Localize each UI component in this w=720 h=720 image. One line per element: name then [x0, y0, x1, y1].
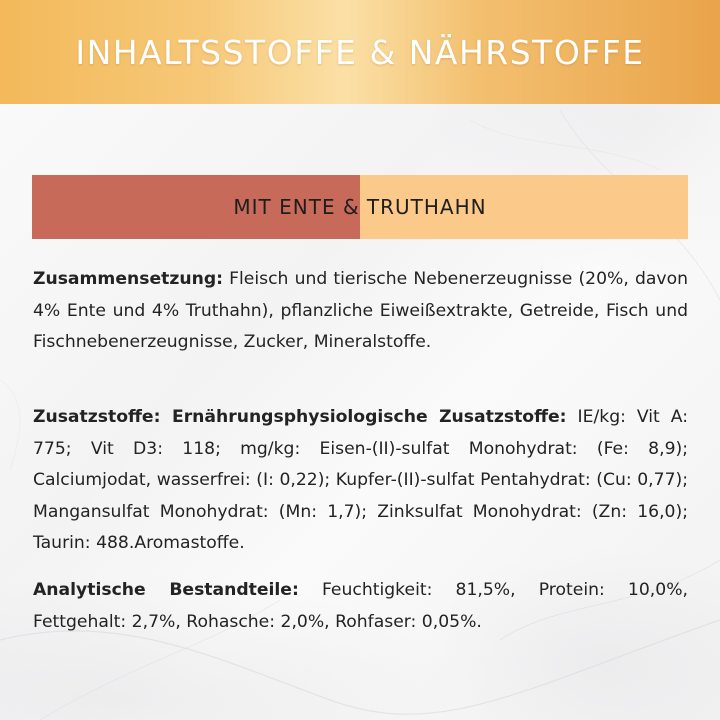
variant-label: MIT ENTE & TRUTHAHN	[233, 195, 487, 219]
header-banner	[0, 0, 720, 104]
additives-label: Zusatzstoffe: Ernährungsphysiologische Zusatzstoffe:	[33, 407, 567, 427]
additives-text: IE/kg: Vit A: 775; Vit D3: 118; mg/kg: Eisen-(II)-sulfat Monohydrat: (Fe: 8,9); Calciumjodat, wasserfrei: (I: 0,22); Kupfer-(II)-sulfat Pentahydrat: (Cu: 0,77); Mangansulfat Monohydrat: (Mn: 1,7); Zinksulfat Monohydrat: (Zn: 16,0); Taurin: 488.Aromastoffe.	[33, 407, 689, 553]
composition-text: Fleisch und tierische Nebenerzeugnisse (20%, davon 4% Ente und 4% Truthahn), pflanzliche Eiweißextrakte, Getreide, Fisch und Fischnebenerzeugnisse, Zucker, Mineralstoffe.	[33, 269, 688, 352]
analytical-section	[33, 575, 688, 638]
page-title: INHALTSSTOFFE & NÄHRSTOFFE	[75, 32, 645, 72]
variant-banner	[32, 175, 688, 239]
composition-label: Zusammensetzung:	[33, 269, 223, 289]
analytical-text: Feuchtigkeit: 81,5%, Protein: 10,0%, Fettgehalt: 2,7%, Rohasche: 2,0%, Rohfaser: 0,05%.	[33, 580, 688, 632]
additives-section	[33, 402, 688, 560]
analytical-label: Analytische Bestandteile:	[33, 580, 299, 600]
composition-section	[33, 264, 688, 359]
